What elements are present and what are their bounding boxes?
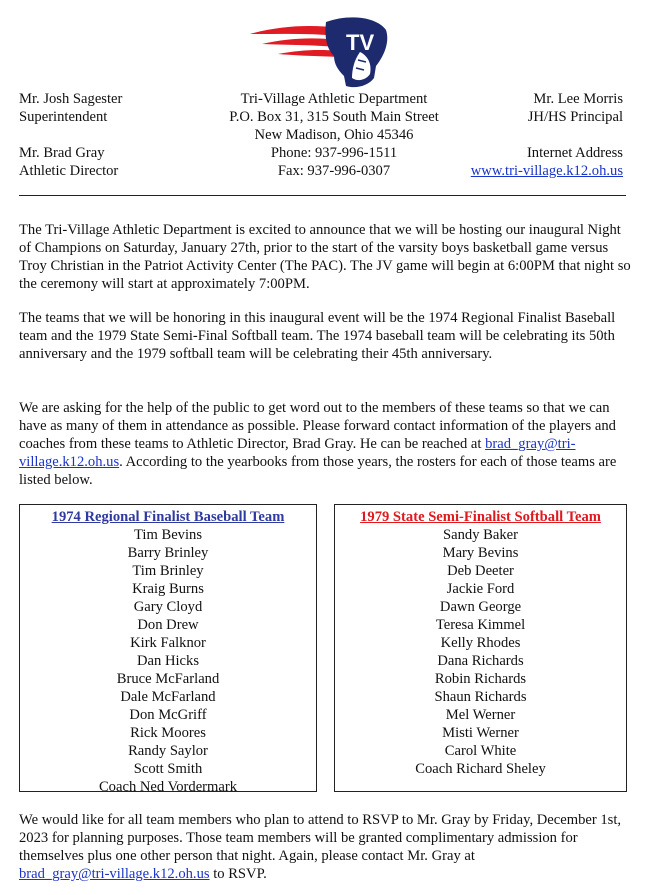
baseball-player: Tim Bevins [134, 527, 202, 543]
baseball-roster-title: 1974 Regional Finalist Baseball Team [51, 509, 285, 525]
softball-player: Sandy Baker [443, 527, 518, 543]
principal-name: Mr. Lee Morris [533, 91, 623, 107]
athletic-director-title: Athletic Director [19, 163, 119, 179]
department-name: Tri-Village Athletic Department [240, 91, 428, 107]
softball-player: Mel Werner [445, 707, 516, 723]
superintendent-title: Superintendent [19, 109, 108, 125]
baseball-player: Dan Hicks [136, 653, 199, 669]
baseball-player: Kraig Burns [132, 581, 204, 597]
website-link[interactable]: www.tri-village.k12.oh.us [470, 163, 623, 179]
paragraph-request-text-end: . According to the yearbooks from those years, the rosters for each of those teams are listed below. [19, 454, 617, 488]
baseball-roster-box [19, 504, 317, 795]
softball-roster-list [335, 526, 626, 778]
softball-roster-box [334, 504, 627, 792]
softball-player: Dawn George [439, 599, 522, 615]
paragraph-announcement: The Tri-Village Athletic Department is excited to announce that we will be hosting our inaugural Night of Champions on Saturday, January 27th, prior to the start of the varsity boys basketball game versus Troy Christian in the Patriot Activity Center (The PAC). The JV game will begin at 6:00PM that night so the ceremony will start at approximately 7:00PM. [19, 222, 631, 292]
header-center [218, 90, 450, 180]
softball-player: Jackie Ford [446, 581, 515, 597]
softball-player: Kelly Rhodes [440, 635, 521, 651]
address-line-1: P.O. Box 31, 315 South Main Street [229, 109, 439, 125]
header-divider [19, 195, 626, 196]
principal-title: JH/HS Principal [527, 109, 623, 125]
baseball-player: Gary Cloyd [133, 599, 203, 615]
softball-player: Coach Richard Sheley [415, 761, 546, 777]
baseball-player: Scott Smith [133, 761, 203, 777]
logo-red-streak-icon [278, 50, 338, 57]
baseball-player: Coach Ned Vordermark [98, 779, 238, 795]
baseball-player: Randy Saylor [128, 743, 208, 759]
logo-letters: TV [346, 30, 375, 55]
baseball-player: Tim Brinley [132, 563, 204, 579]
baseball-player: Barry Brinley [127, 545, 209, 561]
baseball-player: Kirk Falknor [130, 635, 206, 651]
baseball-player: Bruce McFarland [116, 671, 220, 687]
softball-player: Robin Richards [434, 671, 527, 687]
softball-player: Mary Bevins [442, 545, 519, 561]
paragraph-rsvp [19, 811, 631, 883]
softball-roster-title: 1979 State Semi-Finalist Softball Team [360, 509, 601, 525]
paragraph-rsvp-text: We would like for all team members who plan to attend to RSVP to Mr. Gray by Friday, December 1st, 2023 for planning purposes. Those team members will be granted complimentary admission for themselves plus one other person that night. Again, please contact Mr. Gray at [19, 812, 622, 864]
phone: Phone: 937-996-1511 [270, 145, 398, 161]
softball-player: Deb Deeter [447, 563, 514, 579]
athletic-director-name: Mr. Brad Gray [19, 145, 105, 161]
paragraph-request-text: We are asking for the help of the public to get word out to the members of these teams so that we can have as many of them in attendance as possible. Please forward contact information of the players and coaches from these teams to Athletic Director, Brad Gray. He can be reached at [19, 400, 616, 452]
email-link[interactable]: brad_gray@tri-village.k12.oh.us [19, 436, 576, 470]
internet-address-label: Internet Address [526, 145, 623, 161]
header-right [440, 90, 623, 180]
baseball-player: Dale McFarland [120, 689, 216, 705]
superintendent-name: Mr. Josh Sagester [19, 91, 123, 107]
header-left [19, 90, 122, 180]
paragraph-teams: The teams that we will be honoring in this inaugural event will be the 1974 Regional Finalist Baseball team and the 1979 State Semi-Final Softball team. The 1974 baseball team will be celebrating its 50th anniversary and the 1979 softball team will be celebrating their 45th anniversary. [19, 310, 616, 362]
address-line-2: New Madison, Ohio 45346 [254, 127, 414, 143]
baseball-roster-list [20, 526, 316, 796]
baseball-player: Rick Moores [130, 725, 206, 741]
softball-player: Teresa Kimmel [435, 617, 526, 633]
email-link-rsvp[interactable]: brad_gray@tri-village.k12.oh.us [19, 866, 210, 882]
softball-player: Dana Richards [437, 653, 524, 669]
paragraph-request [19, 399, 631, 489]
patriot-tv-logo-icon [248, 12, 390, 90]
baseball-player: Don McGriff [129, 707, 207, 723]
softball-player: Misti Werner [442, 725, 519, 741]
softball-player: Carol White [444, 743, 517, 759]
paragraph-rsvp-text-end: to RSVP. [209, 866, 267, 882]
softball-player: Shaun Richards [434, 689, 527, 705]
fax: Fax: 937-996-0307 [277, 163, 391, 179]
baseball-player: Don Drew [137, 617, 199, 633]
